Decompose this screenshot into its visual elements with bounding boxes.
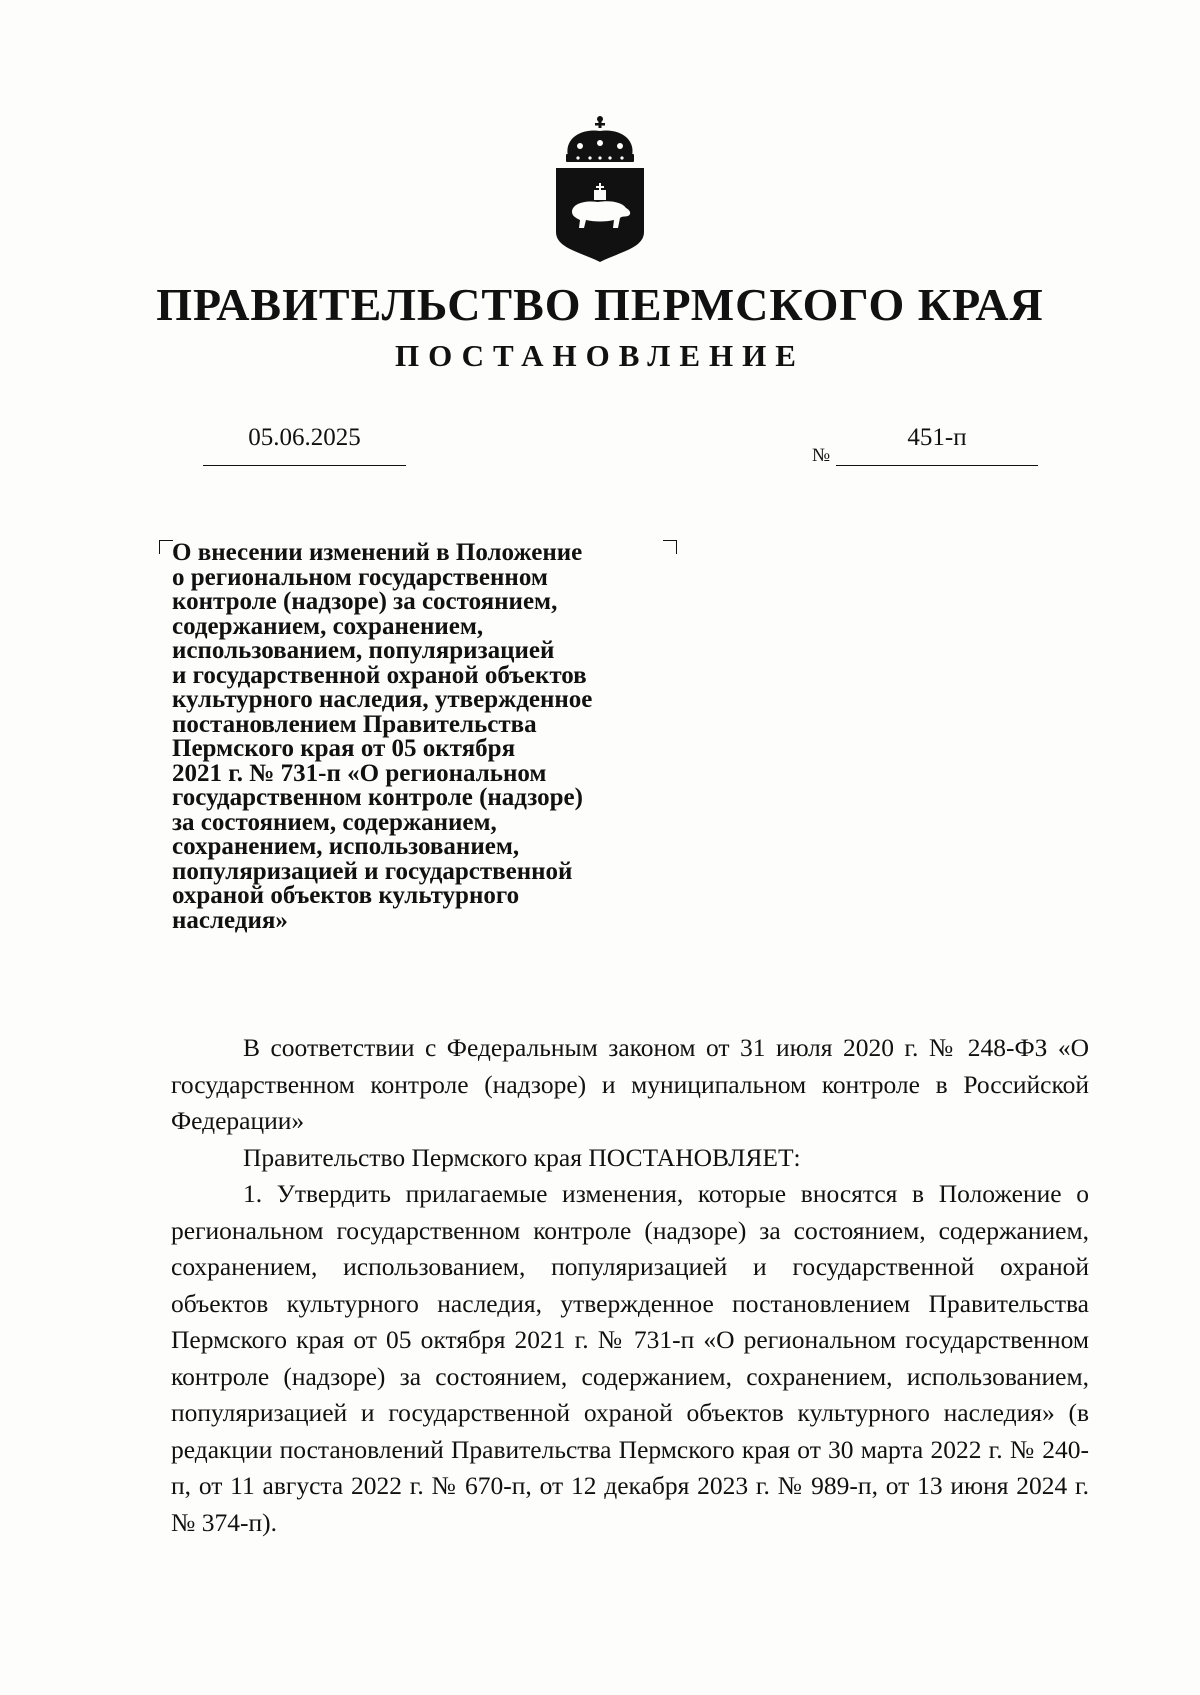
coat-of-arms-icon xyxy=(554,114,646,264)
date-underline xyxy=(203,465,406,466)
heading-line: контроле (надзоре) за состоянием, xyxy=(172,588,558,615)
heading-line: использованием, популяризацией xyxy=(172,637,555,664)
organization-title: ПРАВИТЕЛЬСТВО ПЕРМСКОГО КРАЯ xyxy=(156,279,1044,330)
heading-corner-left xyxy=(159,540,173,554)
heading-line: постановлением Правительства xyxy=(172,710,537,738)
heading-line: наследия» xyxy=(172,906,288,934)
heading-line: государственном контроле (надзоре) xyxy=(172,784,583,811)
document-number: 451-п xyxy=(907,424,967,451)
body-paragraph-item-1: 1. Утвердить прилагаемые изменения, которые вносятся в Положение о региональном государственном контроле (надзоре) за состоянием, содержанием, сохранением, использованием, популяризацией и государственной охраной объектов культурного наследия, утвержденное постановлением Правительства Пермского края от 05 октября 2021 г. № 731-п «О региональном государственном контроле (надзоре) за состоянием, содержанием, сохранением, использованием, популяризацией и государственной охраной объектов культурного наследия» (в редакции постановлений Правительства Пермского края от 30 марта 2022 г. № 240-п, от 11 августа 2022 г. № 670-п, от 12 декабря 2023 г. № 989-п, от 13 июня 2024 г. № 374-п). xyxy=(171,1179,1089,1537)
document-date: 05.06.2025 xyxy=(248,424,361,451)
heading-line: и государственной охраной объектов xyxy=(172,661,587,689)
body-paragraph-resolves: Правительство Пермского края ПОСТАНОВЛЯЕТ: xyxy=(243,1142,801,1172)
number-sign: № xyxy=(812,445,831,466)
heading-line: О внесении изменений в Положение xyxy=(172,539,583,566)
heading-line: 2021 г. № 731-п «О региональном xyxy=(172,759,547,787)
document-type: ПОСТАНОВЛЕНИЕ xyxy=(395,338,805,373)
heading-line: за состоянием, содержанием, xyxy=(172,808,497,836)
number-underline xyxy=(836,465,1038,466)
heading-line: охраной объектов культурного xyxy=(172,882,520,909)
heading-line: сохранением, использованием, xyxy=(172,833,520,860)
document-body xyxy=(171,1030,1089,1541)
heading-line: о региональном государственном xyxy=(172,563,548,591)
heading-line: содержанием, сохранением, xyxy=(172,612,484,640)
document-heading xyxy=(172,541,682,933)
body-paragraph-basis: В соответствии с Федеральным законом от 31 июля 2020 г. № 248-ФЗ «О государственном контроле (надзоре) и муниципальном контроле в Российской Федерации» xyxy=(171,1033,1089,1135)
heading-line: популяризацией и государственной xyxy=(172,857,573,885)
heading-line: культурного наследия, утвержденное xyxy=(172,686,593,713)
heading-line: Пермского края от 05 октября xyxy=(172,735,516,762)
